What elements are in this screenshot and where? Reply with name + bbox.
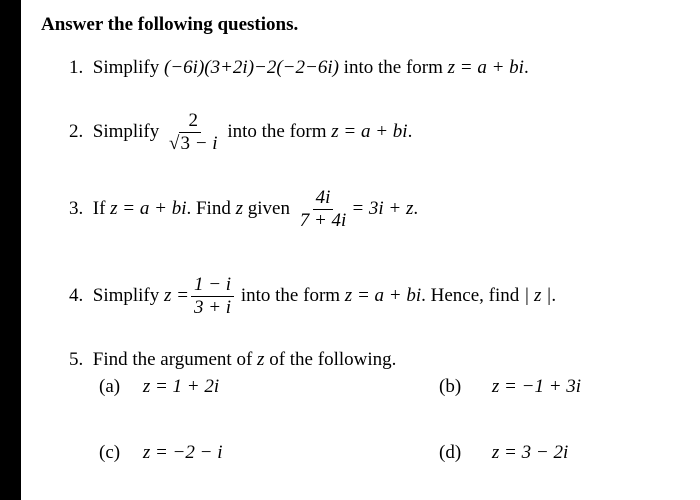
q2-radicand: 3 bbox=[180, 132, 190, 154]
q4-lead: Simplify bbox=[92, 284, 160, 306]
q5-number: 5. bbox=[69, 349, 84, 370]
q2-tail: into the form bbox=[227, 120, 327, 142]
part-expression: z = 1 + 2i bbox=[142, 376, 220, 397]
q2-denominator bbox=[166, 133, 221, 154]
q2-numerator: 2 bbox=[186, 111, 202, 133]
q5-tail: of the following. bbox=[269, 349, 397, 370]
part-label: (c) bbox=[99, 442, 121, 463]
q5-lead: Find the argument of bbox=[92, 349, 253, 370]
question-2 bbox=[69, 111, 412, 154]
q1-lead: Simplify bbox=[92, 57, 160, 78]
part-label: (b) bbox=[439, 376, 462, 397]
q4-form: z = a + bi bbox=[344, 284, 422, 306]
q5-part-d bbox=[439, 442, 568, 464]
q5-part-b bbox=[439, 376, 581, 398]
q5-variable: z bbox=[257, 349, 265, 370]
q3-condition: z = a + bi bbox=[110, 197, 187, 219]
q4-fraction bbox=[191, 275, 234, 318]
q1-form: z = a + bi bbox=[447, 57, 524, 78]
q3-lead: If bbox=[92, 197, 106, 219]
q4-denominator: 3 + i bbox=[193, 296, 232, 318]
q3-denominator: 7 + 4i bbox=[299, 209, 347, 231]
question-1 bbox=[69, 57, 529, 79]
worksheet-page bbox=[21, 0, 700, 500]
q2-denominator-tail: − i bbox=[194, 132, 218, 154]
q1-number: 1. bbox=[69, 57, 84, 78]
q2-lead: Simplify bbox=[92, 120, 160, 142]
q2-form: z = a + bi bbox=[331, 120, 408, 142]
q4-lhs: z = bbox=[164, 284, 189, 306]
q3-given: given bbox=[247, 197, 290, 219]
q4-modulus: | z | bbox=[524, 284, 552, 306]
worksheet-heading: Answer the following questions. bbox=[41, 14, 299, 35]
q3-number: 3. bbox=[69, 197, 84, 219]
q1-expression: (−6i)(3+2i)−2(−2−6i) bbox=[164, 57, 339, 78]
q3-fraction bbox=[297, 188, 350, 231]
q5-part-a bbox=[99, 376, 219, 398]
part-expression: z = −1 + 3i bbox=[491, 376, 582, 397]
q3-end: . bbox=[413, 197, 419, 219]
q4-end: . bbox=[551, 284, 557, 306]
question-5 bbox=[69, 349, 396, 371]
q5-part-c bbox=[99, 442, 222, 464]
q3-rhs: = 3i + z bbox=[351, 197, 414, 219]
part-expression: z = 3 − 2i bbox=[491, 442, 569, 463]
q3-variable: z bbox=[235, 197, 243, 219]
q4-numerator: 1 − i bbox=[191, 275, 234, 297]
q4-hence: . Hence, find bbox=[421, 284, 520, 306]
q2-fraction bbox=[166, 111, 221, 154]
q4-number: 4. bbox=[69, 284, 84, 306]
q3-mid: . Find bbox=[186, 197, 231, 219]
q2-end: . bbox=[407, 120, 413, 142]
q4-tail: into the form bbox=[240, 284, 341, 306]
q1-tail: into the form bbox=[343, 57, 443, 78]
q3-numerator: 4i bbox=[313, 188, 334, 210]
sqrt-symbol: √ bbox=[169, 132, 180, 154]
q2-number: 2. bbox=[69, 120, 84, 142]
part-label: (a) bbox=[99, 376, 121, 397]
question-4 bbox=[69, 275, 556, 318]
q1-end: . bbox=[523, 57, 529, 78]
part-label: (d) bbox=[439, 442, 462, 463]
question-3 bbox=[69, 188, 418, 231]
part-expression: z = −2 − i bbox=[142, 442, 223, 463]
